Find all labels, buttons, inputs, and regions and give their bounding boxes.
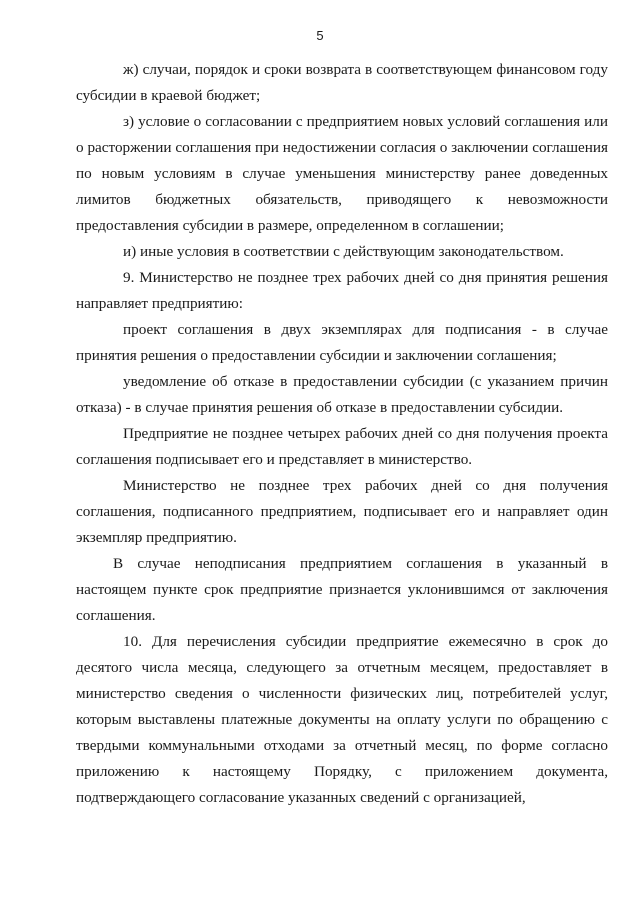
page-number: 5: [316, 28, 324, 43]
paragraph-draft-agreement: проект соглашения в двух экземплярах для подписания - в случае принятия решения о предоставлении субсидии и заключении соглашения;: [76, 321, 608, 364]
document-body: [76, 57, 608, 811]
paragraph-refusal-notice: уведомление об отказе в предоставлении субсидии (с указанием причин отказа) - в случае принятия решения об отказе в предоставлении субсидии.: [76, 373, 608, 416]
paragraph-i: и) иные условия в соответствии с действующим законодательством.: [123, 243, 564, 260]
paragraph-item-10: 10. Для перечисления субсидии предприятие ежемесячно в срок до десятого числа месяца, следующего за отчетным месяцем, предоставляет в министерство сведения о численности физических лиц, потребителей услуг, которым выставлены платежные документы на оплату услуги по обращению с твердыми коммунальными отходами за отчетный месяц, по форме согласно приложению к настоящему Порядку, с приложением документа, подтверждающего согласование указанных сведений с организацией,: [76, 633, 608, 806]
paragraph-z: з) условие о согласовании с предприятием новых условий соглашения или о расторжении соглашения при недостижении согласия о заключении соглашения по новым условиям в случае уменьшения министерству ранее доведенных лимитов бюджетных обязательств, приводящего к невозможности предоставления субсидии в размере, определенном в соглашении;: [76, 113, 608, 234]
paragraph-zh: ж) случаи, порядок и сроки возврата в соответствующем финансовом году субсидии в краевой бюджет;: [76, 61, 608, 104]
paragraph-item-9: 9. Министерство не позднее трех рабочих дней со дня принятия решения направляет предприятию:: [76, 269, 608, 312]
paragraph-ministry-signing: Министерство не позднее трех рабочих дней со дня получения соглашения, подписанного предприятием, подписывает его и направляет один экземпляр предприятию.: [76, 477, 608, 546]
paragraph-enterprise-signing: Предприятие не позднее четырех рабочих дней со дня получения проекта соглашения подписывает его и представляет в министерство.: [76, 425, 608, 468]
paragraph-non-signing: В случае неподписания предприятием соглашения в указанный в настоящем пункте срок предприятие признается уклонившимся от заключения соглашения.: [76, 555, 608, 624]
